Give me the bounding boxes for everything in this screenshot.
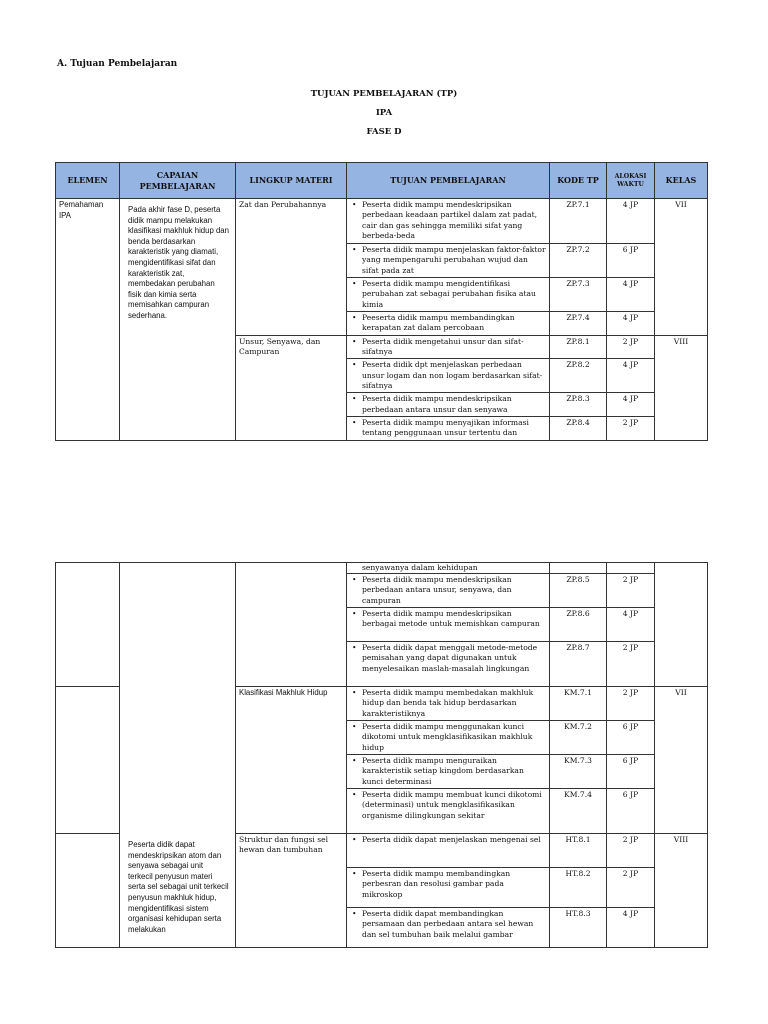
capaian-cell: [120, 563, 236, 948]
kelas-cell: [655, 563, 708, 687]
kode-cell: ZP.8.6: [550, 608, 607, 642]
lingkup-cell: Unsur, Senyawa, dan Campuran: [236, 335, 347, 440]
kode-cell: HT.8.3: [550, 908, 607, 948]
tujuan-text: • Peserta didik mampu membedakan makhluk hidup dan benda tak hidup berdasarkan karakteristiknya: [350, 688, 546, 719]
table-row: [56, 199, 708, 244]
tujuan-text: • Peserta didik dpt menjelaskan perbedaan unsur logam dan non logam berdasarkan sifat-sifatnya: [350, 360, 546, 391]
alokasi-cell: 4 JP: [607, 608, 655, 642]
kode-cell: ZP.8.7: [550, 642, 607, 687]
alokasi-cell: 4 JP: [607, 359, 655, 393]
alokasi-cell: 2 JP: [607, 834, 655, 868]
kode-cell: ZP.8.4: [550, 416, 607, 440]
kode-cell: ZP.8.2: [550, 359, 607, 393]
kelas-cell: VII: [655, 199, 708, 336]
header-tujuan: TUJUAN PEMBELAJARAN: [347, 163, 550, 199]
tujuan-continuation: senyawanya dalam kehidupan: [362, 563, 478, 572]
doc-subject: IPA: [375, 108, 393, 118]
tujuan-text: • Peserta didik dapat menggali metode-metode pemisahan yang dapat digunakan untuk menyelesaikan maslah-masalah lingkungan: [350, 643, 546, 674]
alokasi-cell: 6 JP: [607, 244, 655, 278]
doc-title: TUJUAN PEMBELAJARAN (TP): [310, 89, 458, 99]
elemen-cell: [56, 563, 120, 687]
tujuan-text: • Peserta didik mampu menyajikan informasi tentang penggunaan unsur tertentu dan: [350, 418, 546, 439]
alokasi-cell: 2 JP: [607, 687, 655, 721]
elemen-cell: Pemahaman IPA: [56, 199, 120, 441]
kode-cell: ZP.7.2: [550, 244, 607, 278]
elemen-cell: [56, 687, 120, 834]
lingkup-cell: Zat dan Perubahannya: [236, 199, 347, 336]
kode-cell: [550, 563, 607, 574]
alokasi-cell: 4 JP: [607, 908, 655, 948]
lingkup-cell: Struktur dan fungsi sel hewan dan tumbuhan: [236, 834, 347, 948]
kode-cell: ZP.7.3: [550, 278, 607, 312]
doc-phase: FASE D: [366, 127, 402, 137]
tujuan-text: • Peserta didik mampu membuat kunci dikotomi (determinasi) untuk mengklasifikasikan organisme dilingkungan sekitar: [350, 790, 546, 821]
capaian-cell: Pada akhir fase D, peserta didik mampu melakukan klasifikasi makhluk hidup dan benda berdasarkan karakteristik yang diamati, mengidentifikasi sifat dan karakteristik zat, membedakan perubahan fisik dan kimia serta memisahkan campuran sederhana.: [120, 199, 236, 441]
table-row: [56, 563, 708, 574]
kelas-cell: VII: [655, 687, 708, 834]
alokasi-cell: 2 JP: [607, 868, 655, 908]
lingkup-cell: Klasifikasi Makhluk Hidup: [236, 687, 347, 834]
kode-cell: KM.7.4: [550, 789, 607, 834]
tujuan-text: • Peserta didik mampu mendeskripsikan perbedaan antara unsur dan senyawa: [350, 394, 546, 415]
kode-cell: HT.8.2: [550, 868, 607, 908]
tujuan-text: • Peserta didik mengetahui unsur dan sifat-sifatnya: [350, 337, 546, 358]
header-lingkup: LINGKUP MATERI: [236, 163, 347, 199]
tujuan-text: • Peserta didik mampu mendeskripsikan berbagai metode untuk memishkan campuran: [350, 609, 546, 630]
tp-table-page1: [55, 162, 708, 441]
alokasi-cell: 4 JP: [607, 199, 655, 244]
header-capaian: CAPAIAN PEMBELAJARAN: [120, 163, 236, 199]
kode-cell: KM.7.2: [550, 721, 607, 755]
tujuan-text: • Peserta didik mampu mendeskripsikan perbedaan antara unsur, senyawa, dan campuran: [350, 575, 546, 606]
alokasi-cell: 4 JP: [607, 278, 655, 312]
tujuan-text: • Peserta didik mampu menguraikan karakteristik setiap kingdom berdasarkan kunci determinasi: [350, 756, 546, 787]
tujuan-text: • Peserta didik mampu mendeskripsikan perbedaan keadaan partikel dalam zat padat, cair dan gas sehingga memiliki sifat yang berbeda-beda: [350, 200, 546, 241]
alokasi-cell: 2 JP: [607, 574, 655, 608]
kode-cell: ZP.7.4: [550, 312, 607, 336]
alokasi-cell: [607, 563, 655, 574]
kelas-cell: VIII: [655, 834, 708, 948]
alokasi-cell: 6 JP: [607, 789, 655, 834]
tujuan-text: • Peserta didik dapat menjelaskan mengenai sel: [350, 835, 546, 845]
tujuan-text: • Peserta didik mampu membandingkan perbesran dan resolusi gambar pada mikroskop: [350, 869, 546, 900]
kode-cell: ZP.8.1: [550, 335, 607, 359]
header-kode: KODE TP: [550, 163, 607, 199]
tujuan-text: • Peserta didik mampu mengidentifikasi perubahan zat sebagai perubahan fisika atau kimia: [350, 279, 546, 310]
alokasi-cell: 6 JP: [607, 755, 655, 789]
header-kelas: KELAS: [655, 163, 708, 199]
kode-cell: KM.7.3: [550, 755, 607, 789]
alokasi-cell: 4 JP: [607, 393, 655, 417]
alokasi-cell: 2 JP: [607, 416, 655, 440]
section-heading: A. Tujuan Pembelajaran: [57, 59, 178, 69]
lingkup-cell: [236, 563, 347, 687]
tujuan-text: • Peserta didik mampu menjelaskan faktor-faktor yang mempengaruhi perubahan wujud dan sifat pada zat: [350, 245, 546, 276]
tujuan-text: • Peserta didik mampu menggunakan kunci dikotomi untuk mengklasifikasikan makhluk hidup: [350, 722, 546, 753]
kode-cell: ZP.8.5: [550, 574, 607, 608]
alokasi-cell: 2 JP: [607, 335, 655, 359]
tp-table-page2: [55, 562, 708, 948]
kode-cell: KM.7.1: [550, 687, 607, 721]
capaian-text: Peserta didik dapat mendeskripsikan atom dan senyawa sebagai unit terkecil penyusun materi serta sel sebagai unit terkecil penyusun makhluk hidup, mengidentifikasi sistem organisasi kehidupan serta melakukan: [128, 840, 229, 934]
alokasi-cell: 6 JP: [607, 721, 655, 755]
tujuan-text: • Peserta didik dapat membandingkan persamaan dan perbedaan antara sel hewan dan sel tumbuhan baik melalui gambar: [350, 909, 546, 940]
alokasi-cell: 2 JP: [607, 642, 655, 687]
header-elemen: ELEMEN: [56, 163, 120, 199]
elemen-cell: [56, 834, 120, 948]
tujuan-text: • Peeserta didik mampu membandingkan kerapatan zat dalam percobaan: [350, 313, 546, 334]
alokasi-cell: 4 JP: [607, 312, 655, 336]
header-alokasi: ALOKASI WAKTU: [607, 163, 655, 199]
kode-cell: ZP.8.3: [550, 393, 607, 417]
kode-cell: ZP.7.1: [550, 199, 607, 244]
kode-cell: HT.8.1: [550, 834, 607, 868]
kelas-cell: VIII: [655, 335, 708, 440]
